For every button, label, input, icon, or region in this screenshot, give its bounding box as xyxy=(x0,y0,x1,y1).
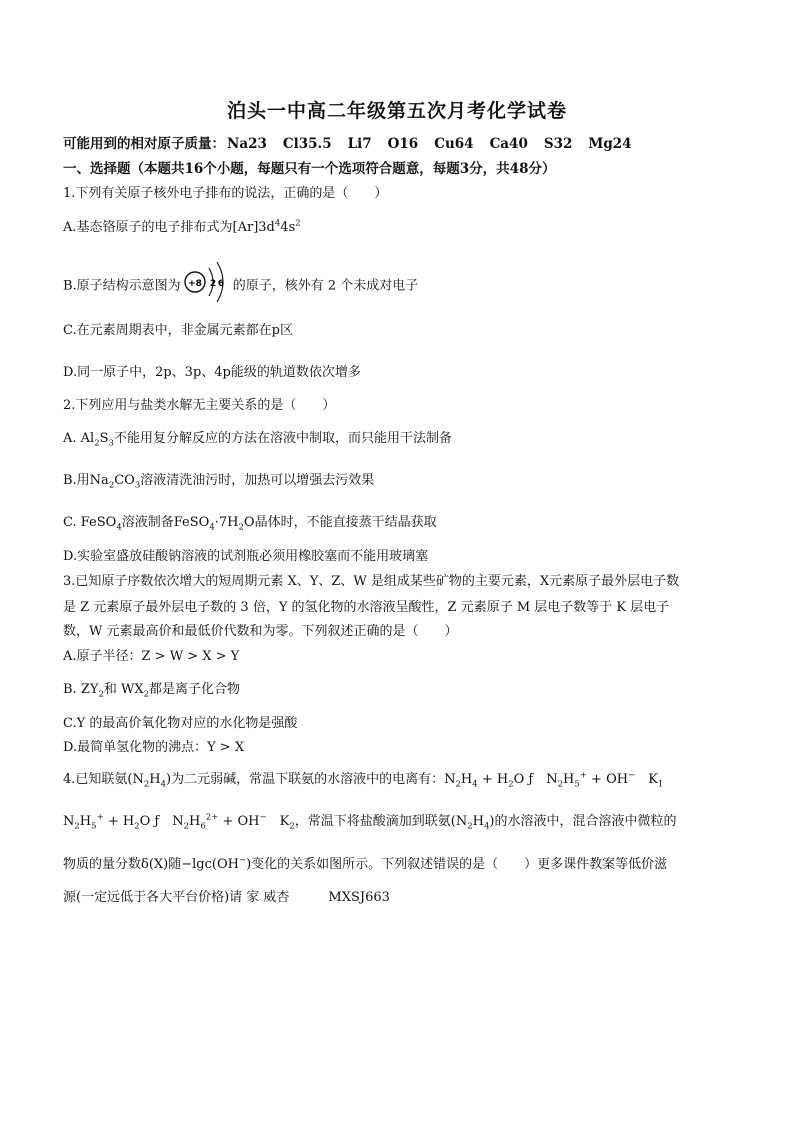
mass-item: Cu64 xyxy=(434,136,474,152)
q1-stem: 1.下列有关原子核外电子排布的说法，正确的是（ ） xyxy=(63,186,388,201)
q2-option-d: D.实验室盛放硅酸钠溶液的试剂瓶必须用橡胶塞而不能用玻璃塞 xyxy=(63,549,429,564)
q2-option-a: A. $Al_2S_3$不能用复分解反应的方法在溶液中制取，而只能用干法制备 xyxy=(63,431,452,449)
q2-option-c: C. FeSO$_4$溶液制备$FeSO_4\cdot 7H_2O$晶体时，不能直接蒸干结晶获取 xyxy=(63,515,437,533)
mass-item: Li7 xyxy=(347,136,372,152)
shell2-label: 6 xyxy=(217,279,224,289)
section-heading: 一、选择题（本题共16个小题，每题只有一个选项符合题意，每题3分，共48分） xyxy=(63,161,556,177)
atomic-mass-line xyxy=(63,132,648,152)
q4-stem-line4: 源(一定远低于各大平台价格)请 家 威杏 MXSJ663 xyxy=(63,890,390,905)
nucleus-label: +8 xyxy=(187,279,202,289)
q3-option-d: D.最简单氢化物的沸点：Y > X xyxy=(63,740,245,755)
mass-item: Na23 xyxy=(227,136,267,152)
q2-stem: 2.下列应用与盐类水解无主要关系的是（ ） xyxy=(63,398,336,413)
q4-stem-line1: 4.已知联氨$(N_2H_4)$为二元弱碱，常温下联氨的水溶液中的电离有：$N_2H_4 + H_2O$ ƒ $N_2H_5^+ + OH^-$ $K_1$ xyxy=(63,770,664,790)
atomic-mass-label: 可能用到的相对原子质量： xyxy=(63,136,225,152)
q2-option-b: B.用$Na_2CO_3$溶液清洗油污时，加热可以增强去污效果 xyxy=(63,473,375,491)
mass-item: S32 xyxy=(543,136,573,152)
q4-stem-line3: 物质的量分数δ(X)随−lgc(OH−)变化的关系如图所示。下列叙述错误的是（ ）更多课件教案等低价滋 xyxy=(63,855,668,872)
q3-option-c: C.Y 的最高价氧化物对应的水化物是强酸 xyxy=(63,716,298,731)
q1-option-a: A.基态铬原子的电子排布式为$[Ar]3d^44s^2$ xyxy=(63,218,301,235)
q1-option-d: D.同一原子中，2p、3p、4p能级的轨道数依次增多 xyxy=(63,365,361,380)
mass-item: Cl35.5 xyxy=(282,136,332,152)
q1-option-c: C.在元素周期表中，非金属元素都在p区 xyxy=(63,323,293,338)
q1-option-b: B.原子结构示意图为 +8 2 6 的原子，核外有 2 个未成对电子 xyxy=(63,266,418,306)
q3-stem-line1: 3.已知原子序数依次增大的短周期元素 X、Y、Z、W 是组成某些矿物的主要元素，X元素原子最外层电子数 xyxy=(63,574,680,589)
mass-item: Ca40 xyxy=(489,136,528,152)
q4-stem-line2: $N_2H_5^+ + H_2O$ ƒ $N_2H_6^{2+} + OH^-$ $K_2$，常温下将盐酸滴加到联氨$(N_2H_4)$的水溶液中，混合溶液中微粒的 xyxy=(63,812,677,832)
atom-structure-diagram xyxy=(183,266,231,306)
q3-stem-line3: 数，W 元素最高价和最低价代数和为零。下列叙述正确的是（ ） xyxy=(63,624,458,639)
q3-option-b: B. $ZY_2$和 $WX_2$都是离子化合物 xyxy=(63,682,241,700)
q3-stem-line2: 是 Z 元素原子最外层电子数的 3 倍，Y 的氢化物的水溶液呈酸性，Z 元素原子 M 层电子数等于 K 层电子 xyxy=(63,600,670,615)
q3-option-a: A.原子半径：Z > W > X > Y xyxy=(63,649,240,664)
shell1-label: 2 xyxy=(209,279,216,289)
mass-item: Mg24 xyxy=(588,136,632,152)
mass-item: O16 xyxy=(387,136,419,152)
page-title: 泊头一中高二年级第五次月考化学试卷 xyxy=(226,100,567,122)
